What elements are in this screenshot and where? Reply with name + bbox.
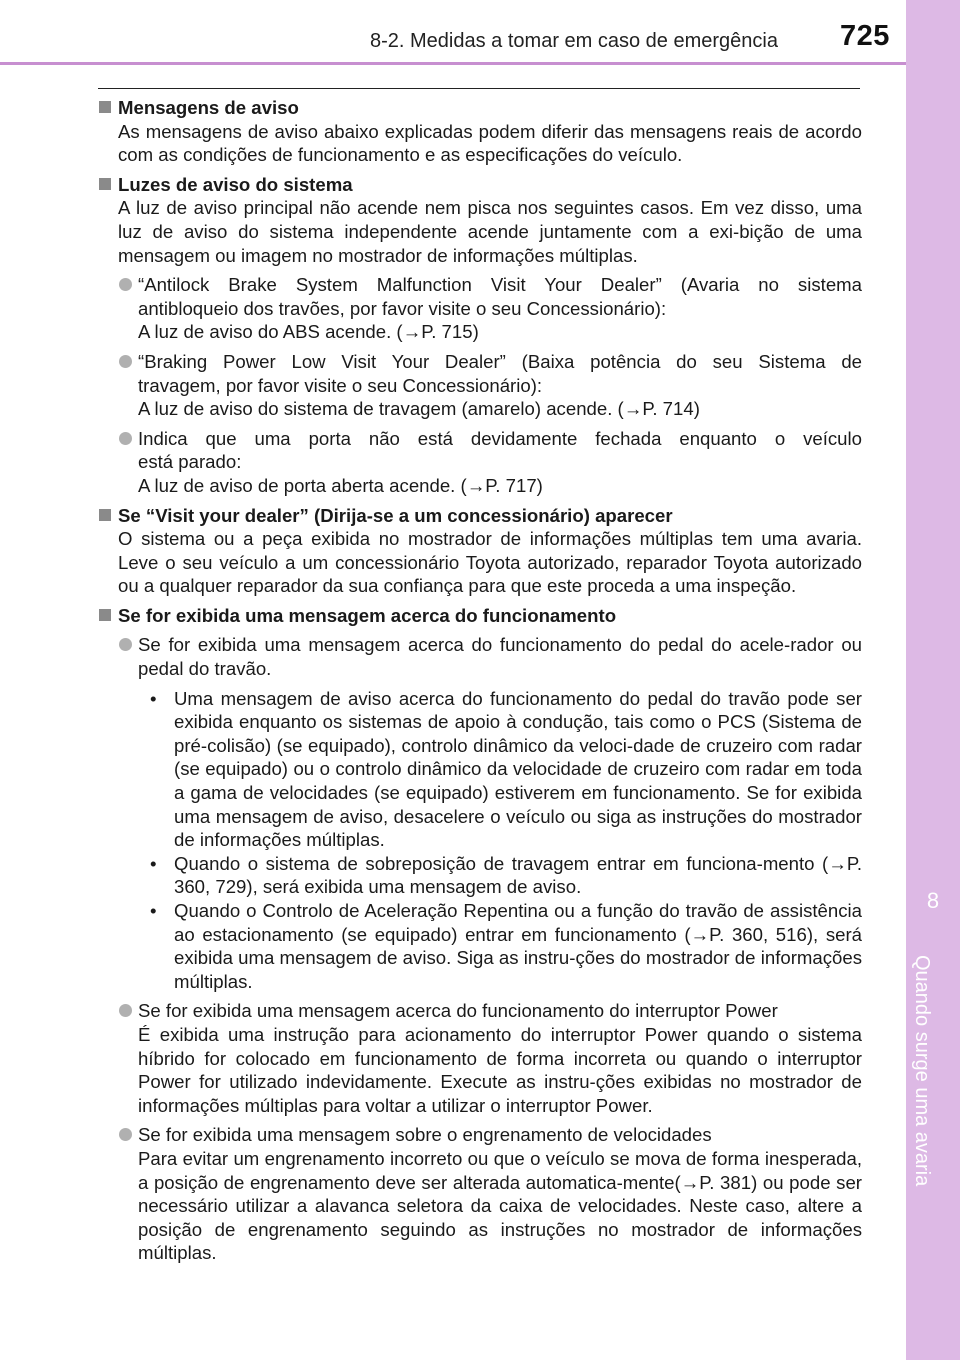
- chapter-tab-number: 8: [926, 888, 940, 913]
- section-visit-dealer: [98, 504, 862, 598]
- item-text: Se for exibida uma mensagem acerca do funcionamento do pedal do acele-rador ou pedal do travão.: [138, 634, 862, 680]
- header-divider: [0, 62, 906, 65]
- chapter-section-title: 8-2. Medidas a tomar em caso de emergência: [370, 30, 778, 52]
- item-line: está parado:: [138, 451, 242, 473]
- item-title: Se for exibida uma mensagem acerca do funcionamento do interruptor Power: [138, 1000, 778, 1022]
- list-item-door-open: [118, 427, 862, 498]
- circle-bullet-icon: [119, 1004, 132, 1017]
- item-title: Se for exibida uma mensagem sobre o engrenamento de velocidades: [138, 1124, 712, 1146]
- item-line: “Braking Power Low Visit Your Dealer” (Baixa potência do seu Sistema de: [138, 350, 862, 372]
- square-bullet-icon: [99, 101, 111, 113]
- section-paragraph: A luz de aviso principal não acende nem pisca nos seguintes casos. Em vez disso, uma luz de aviso do sistema independente acende juntamente com a exi-bição de uma mensagem ou imagem no mostrador de informações múltiplas.: [118, 197, 862, 266]
- item-line: “Antilock Brake System Malfunction Visit Your Dealer” (Avaria no sistema: [138, 274, 862, 296]
- section-system-warning-lights: [98, 173, 862, 498]
- item-line: A luz de aviso de porta aberta acende. (→P. 717): [138, 474, 543, 496]
- chapter-tab-title: Quando surge uma avaria: [911, 955, 933, 1187]
- item-line: A luz de aviso do ABS acende. (→P. 715): [138, 321, 479, 343]
- circle-bullet-icon: [119, 355, 132, 368]
- dot-bullet: •: [150, 900, 157, 921]
- circle-bullet-icon: [119, 432, 132, 445]
- circle-bullet-icon: [119, 638, 132, 651]
- sub-list: [138, 687, 862, 994]
- section-operation-message: [98, 604, 862, 1265]
- item-line: antibloqueio dos travões, por favor visite o seu Concessionário):: [138, 297, 667, 319]
- list-item-braking-power: [118, 350, 862, 421]
- square-bullet-icon: [99, 609, 111, 621]
- section-title: Mensagens de aviso: [118, 97, 299, 118]
- list-item-abs: [118, 273, 862, 344]
- section-paragraph: O sistema ou a peça exibida no mostrador de informações múltiplas tem uma avaria. Leve o seu veículo a um concessionário Toyota autorizado, reparador Toyota autorizado ou a qualquer reparador da sua confiança para que este proceda a uma inspeção.: [118, 528, 862, 597]
- list-item-gear-shift: [118, 1123, 862, 1265]
- section-title: Luzes de aviso do sistema: [118, 173, 353, 195]
- section-title: Se “Visit your dealer” (Dirija-se a um concessionário) aparecer: [118, 504, 673, 526]
- item-line: travagem, por favor visite o seu Concessionário):: [138, 374, 543, 396]
- circle-bullet-icon: [119, 1128, 132, 1141]
- item-text: É exibida uma instrução para acionamento do interruptor Power quando o sistema híbrido for colocado em funcionamento de forma incorreta ou quando o interruptor Power for utilizado indevidamente. Execute as instru-ções exibidas no mostrador de informações múltiplas para voltar a utilizar o interruptor Power.: [138, 1023, 862, 1116]
- circle-bullet-icon: [119, 278, 132, 291]
- square-bullet-icon: [99, 178, 111, 190]
- chapter-tab-title-wrap: [913, 955, 953, 1215]
- section-paragraph: As mensagens de aviso abaixo explicadas podem diferir das mensagens reais de acordo com as condições de funcionamento e as especificações do veículo.: [118, 120, 862, 166]
- list-item-power-switch: [118, 999, 862, 1117]
- dot-bullet: •: [150, 687, 157, 709]
- sub-list-item: [150, 899, 862, 993]
- item-line: Indica que uma porta não está devidamente fechada enquanto o veículo: [138, 427, 862, 449]
- list-item-pedal-message: [118, 633, 862, 993]
- sub-item-text: Uma mensagem de aviso acerca do funcionamento do pedal do travão pode ser exibida enquanto os sistemas de apoio à condução, tais como o PCS (Sistema de pré-colisão) (se equipado), controlo dinâmico da veloci-dade de cruzeiro com radar (se equipado) ou o controlo dinâmico da velocidade de cruzeiro com radar em toda a gama de velocidades (se equipado) estiverem em funcionamento. Se for exibida uma mensagem de aviso, desacelere o veículo ou siga as instruções do mostrador de informações múltiplas.: [174, 687, 862, 851]
- sub-list-item: [150, 687, 862, 852]
- item-text: Para evitar um engrenamento incorreto ou que o veículo se mova de forma inesperada, a posição de engrenamento deve ser alterada automatica-mente(→P. 381) ou pode ser necessário utilizar a alavanca seletora da caixa de velocidades. Neste caso, altere a posição de engrenamento seguindo as instruções no mostrador de informações múltiplas.: [138, 1147, 862, 1264]
- square-bullet-icon: [99, 509, 111, 521]
- page-content: [98, 96, 862, 1271]
- dot-bullet: •: [150, 852, 157, 874]
- page-number: 725: [840, 20, 890, 52]
- sub-list-item: [150, 852, 862, 899]
- item-line: A luz de aviso do sistema de travagem (amarelo) acende. (→P. 714): [138, 398, 700, 420]
- section-title: Se for exibida uma mensagem acerca do funcionamento: [118, 604, 617, 626]
- sub-item-text: Quando o sistema de sobreposição de travagem entrar em funciona-mento (→P. 360, 729), será exibida uma mensagem de aviso.: [174, 852, 862, 898]
- sub-item-text: Quando o Controlo de Aceleração Repentina ou a função do travão de assistência ao estacionamento (se equipado) entrar em funcionamento (→P. 360, 516), será exibida uma mensagem de aviso. Siga as instru-ções do mostrador de informações múltiplas.: [174, 900, 862, 992]
- content-top-rule: [98, 88, 860, 89]
- section-warning-messages: [98, 96, 862, 167]
